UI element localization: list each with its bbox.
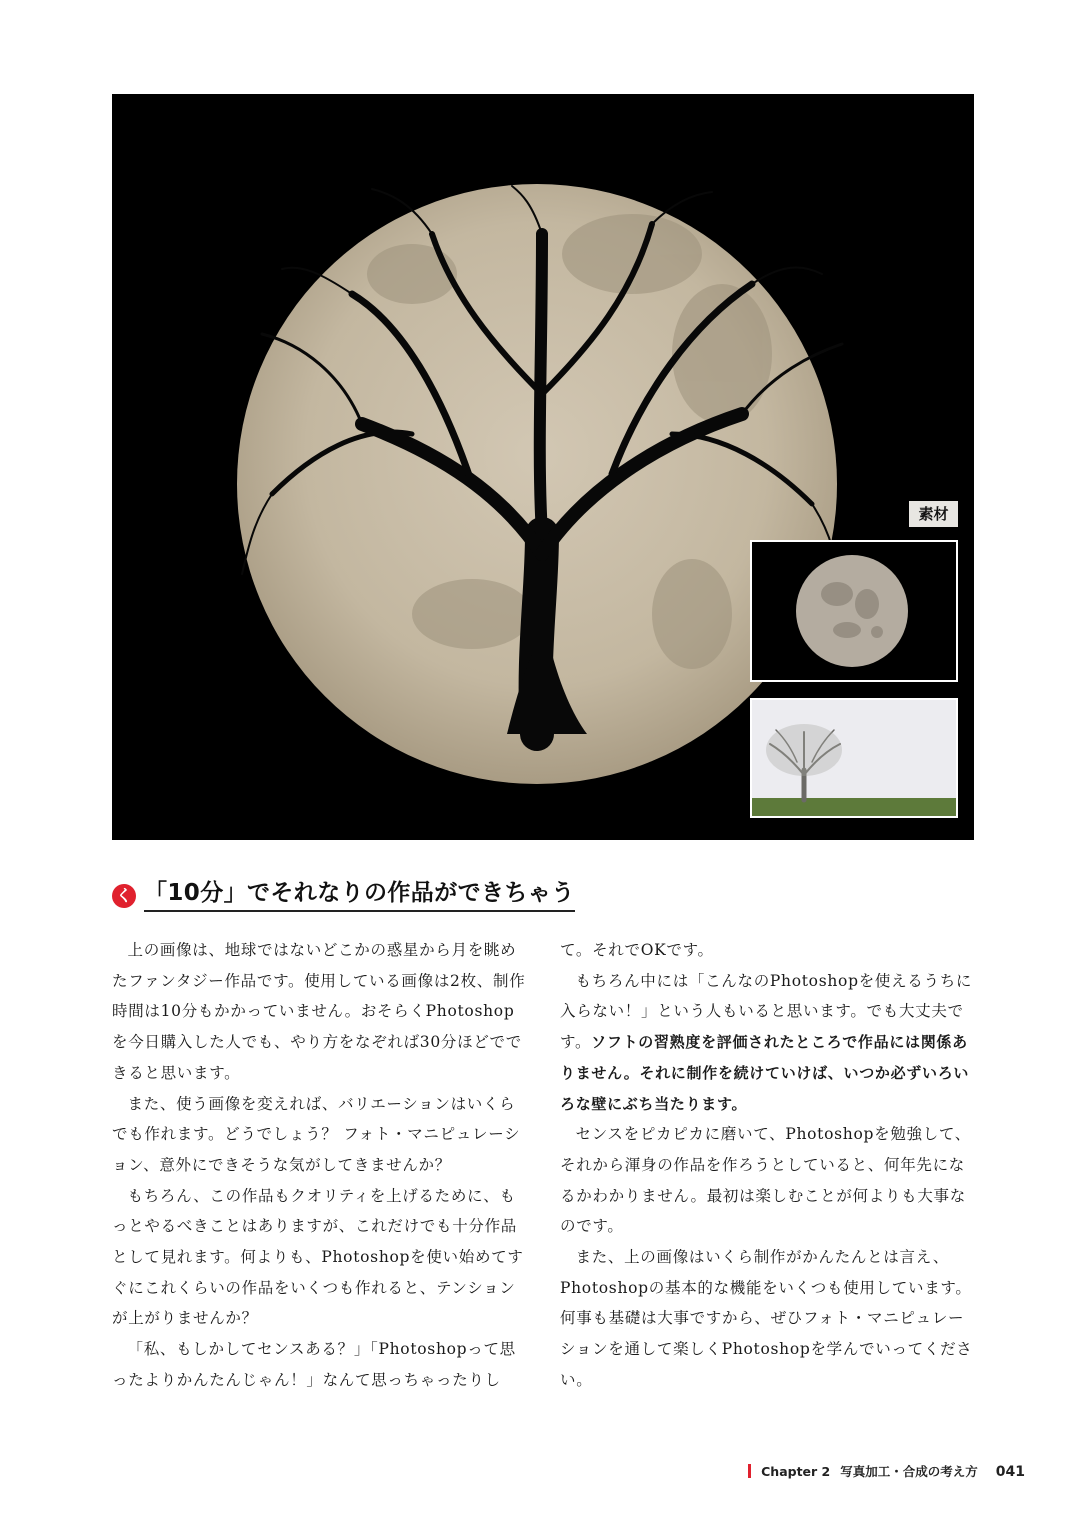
hero-photo [112, 94, 974, 840]
page-footer [748, 1462, 1025, 1482]
left-column [112, 935, 530, 1396]
section-heading [112, 878, 672, 912]
tree-source-thumbnail [750, 698, 958, 818]
emphasis-text: ソフトの習熟度を評価されたところで作品には関係ありません。それに制作を続けていけば、いつか必ずいろいろな壁にぶち当たります。 [560, 1033, 970, 1113]
paragraph: また、上の画像はいくら制作がかんたんとは言え、Photoshopの基本的な機能をいくつも使用しています。何事も基礎は大事ですから、ぜひフォト・マニピュレーションを通して楽しくPhotoshopを学んでいってください。 [560, 1248, 973, 1389]
paragraph: また、使う画像を変えれば、バリエーションはいくらでも作れます。どうでしょう？ フォト・マニピュレーション、意外にできそうな気がしてきませんか？ [112, 1094, 521, 1174]
paragraph: センスをピカピカに磨いて、Photoshopを勉強して、それから渾身の作品を作ろうとしていると、何年先になるかわかりません。最初は楽しむことが何よりも大事なのです。 [560, 1125, 972, 1236]
paragraph: 「私、もしかしてセンスある？」「Photoshopって思ったよりかんたんじゃん！」なんて思っちゃったりし [112, 1340, 516, 1389]
paragraph: 上の画像は、地球ではないどこかの惑星から月を眺めたファンタジー作品です。使用している画像は2枚、制作時間は10分もかかっていません。おそらくPhotoshopを今日購入した人でも、やり方をなぞれば30分ほどでできると思います。 [112, 941, 526, 1082]
footer-accent-bar [748, 1464, 751, 1478]
right-column [560, 935, 978, 1396]
paragraph-text: もちろん中には「こんなのPhotoshopを使えるうちに入らない！」という人もいると思います。でも大丈夫です。 [560, 971, 973, 1052]
material-label: 素材 [909, 501, 958, 527]
chevron-left-icon: く [112, 884, 136, 908]
paragraph-emphasis [560, 966, 978, 1120]
paragraph: もちろん、この作品もクオリティを上げるために、もっとやるべきことはありますが、これだけでも十分作品として見れます。何よりも、Photoshopを使い始めてすぐにこれくらいの作品をいくつも作れると、テンションが上がりませんか？ [112, 1186, 524, 1328]
moon-source-thumbnail [750, 540, 958, 682]
section-title: 「10分」でそれなりの作品ができちゃう [144, 878, 575, 912]
footer-section: 写真加工・合成の考え方 [840, 1464, 978, 1479]
paragraph: て。それでOKです。 [560, 941, 714, 959]
footer-chapter: Chapter 2 [761, 1464, 831, 1479]
page-number: 041 [995, 1464, 1025, 1480]
